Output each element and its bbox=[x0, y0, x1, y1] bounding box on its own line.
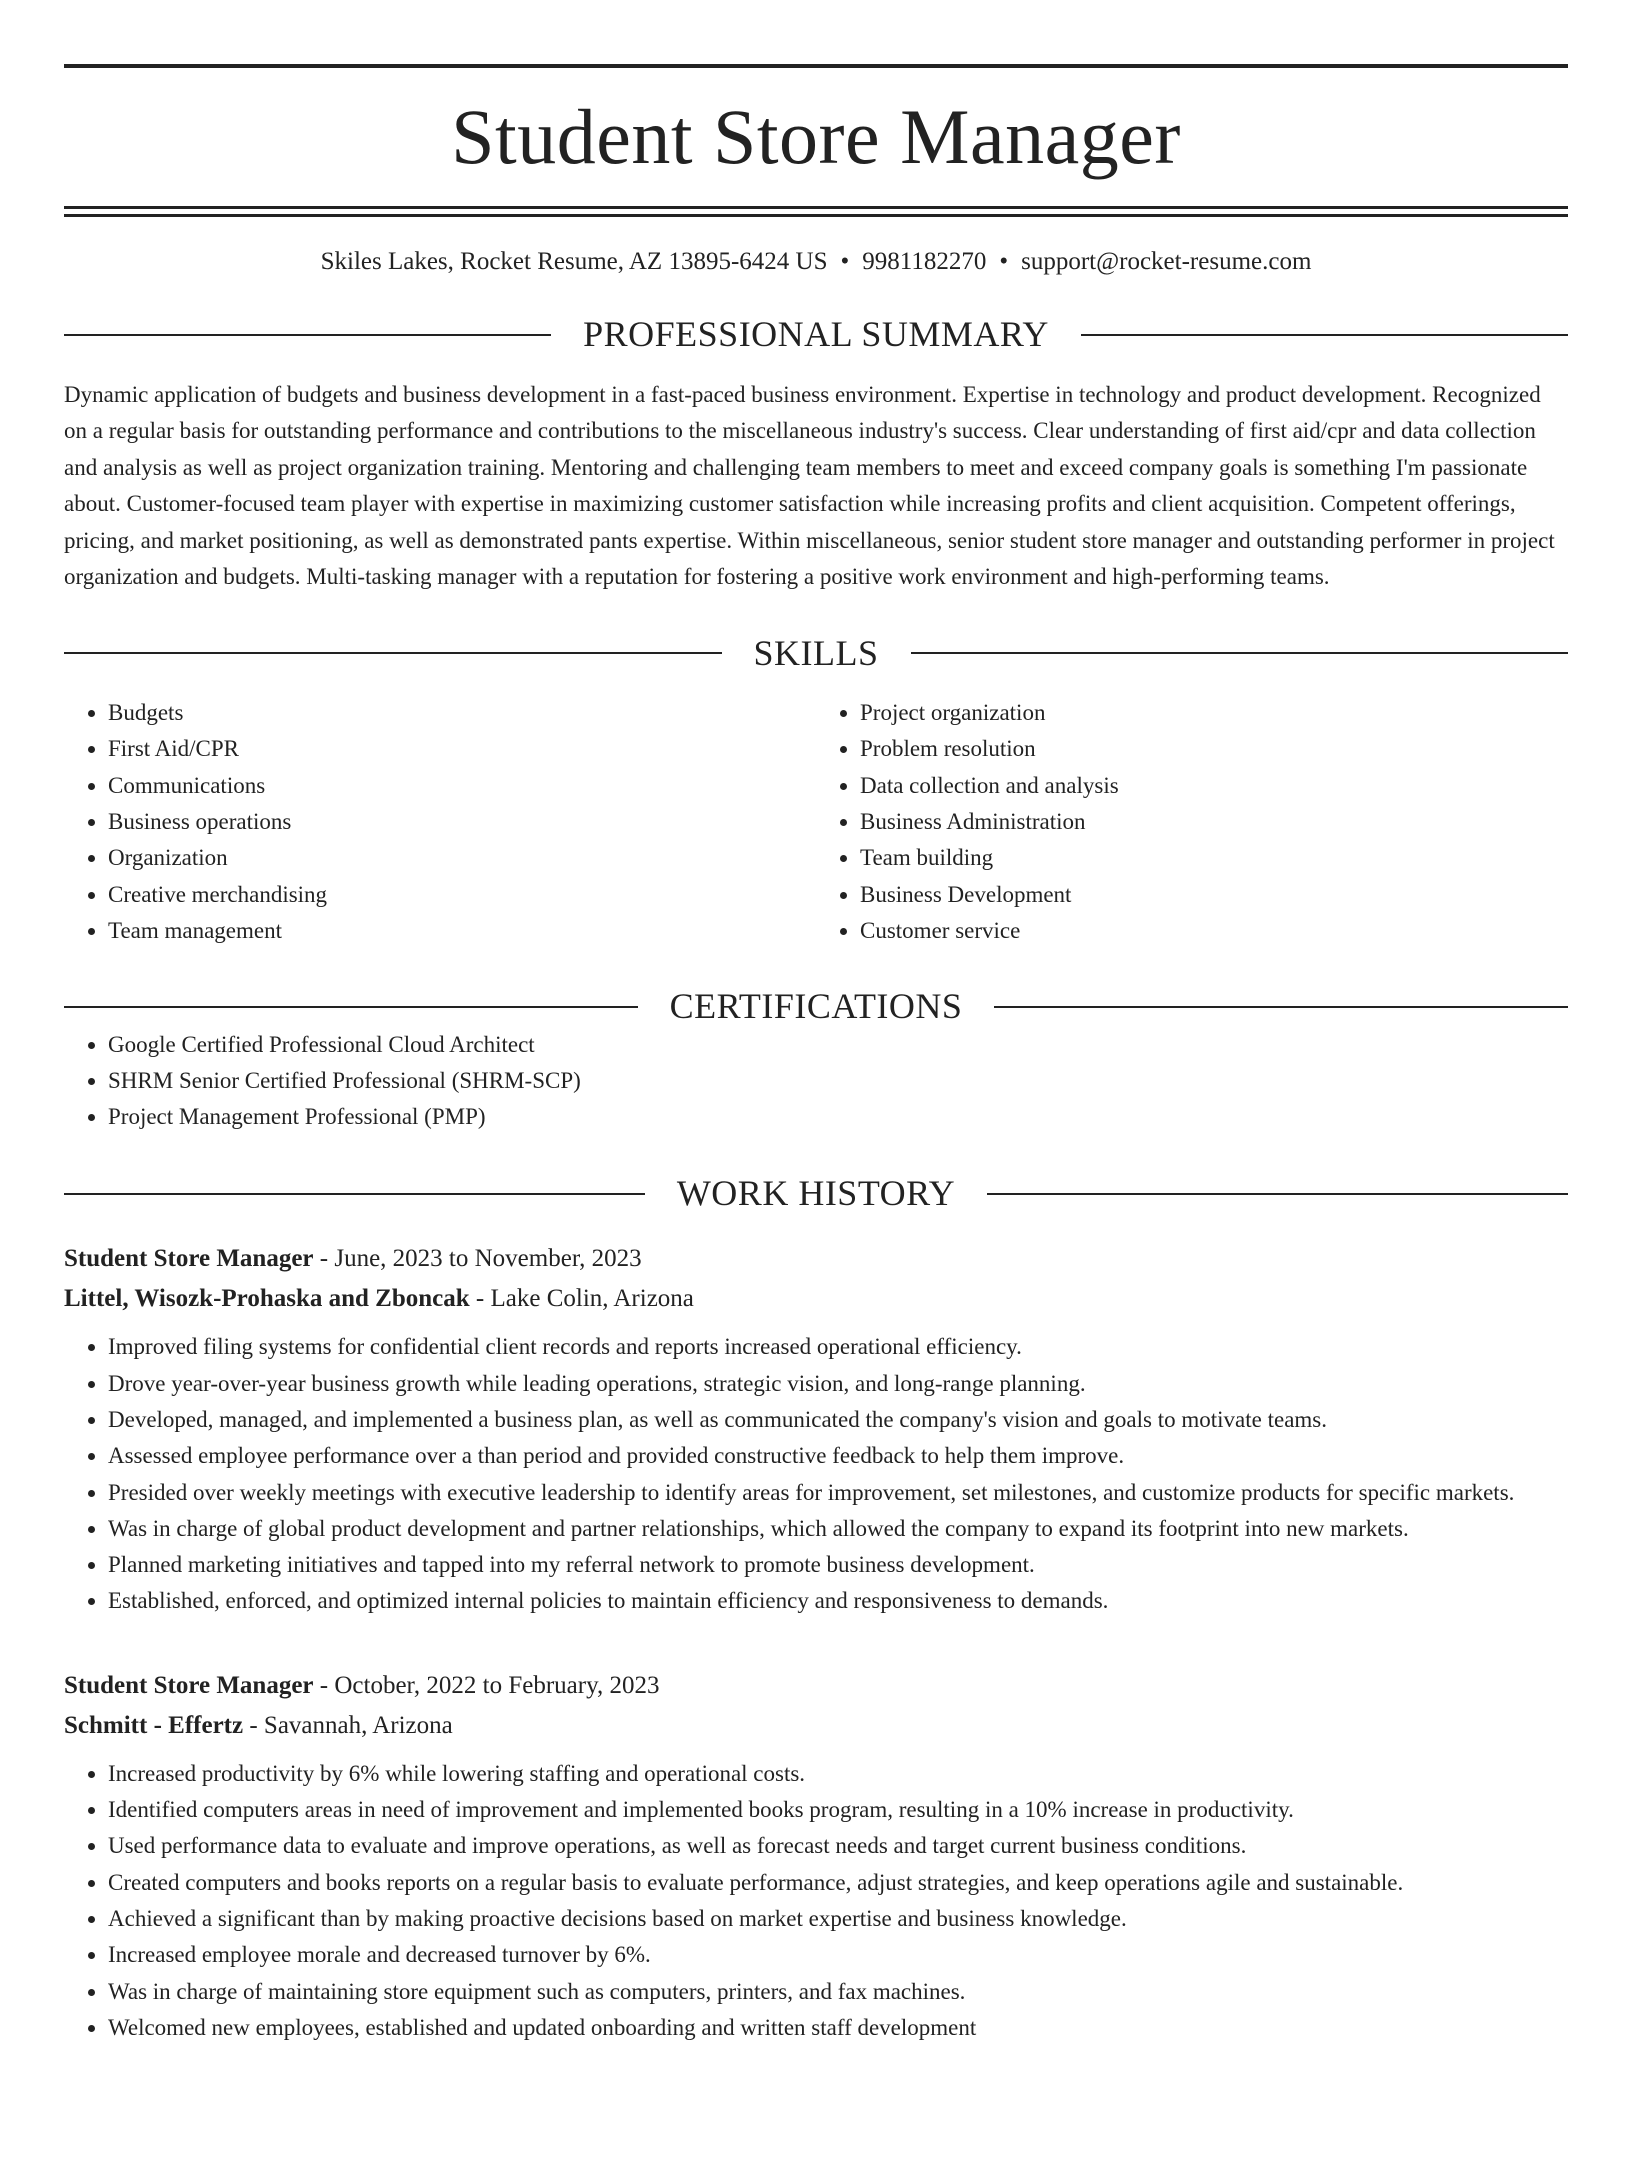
skills-heading: SKILLS bbox=[753, 632, 879, 673]
skill-item: • Project organization bbox=[860, 695, 1568, 731]
job-entry bbox=[64, 1239, 1568, 1619]
job-title-line bbox=[64, 1666, 1568, 1706]
job-bullets bbox=[64, 1756, 1568, 2046]
job-bullet: • Improved filing systems for confidential client records and reports increased operational efficiency. bbox=[108, 1329, 1568, 1365]
job-bullet: • Planned marketing initiatives and tapped into my referral network to promote business development. bbox=[108, 1547, 1568, 1583]
job-bullet: • Achieved a significant than by making proactive decisions based on market expertise and business knowledge. bbox=[108, 1901, 1568, 1937]
job-title: Student Store Manager bbox=[64, 1245, 314, 1273]
skill-item: • Customer service bbox=[860, 913, 1568, 949]
contact-address: Skiles Lakes, Rocket Resume, AZ 13895-6424 US bbox=[320, 248, 828, 275]
skills-columns bbox=[64, 695, 1568, 949]
certification-item: • SHRM Senior Certified Professional (SHRM-SCP) bbox=[108, 1063, 1568, 1099]
skill-item: • Business Administration bbox=[860, 804, 1568, 840]
skill-item: • Team building bbox=[860, 840, 1568, 876]
resume-title: Student Store Manager bbox=[451, 93, 1181, 180]
certifications-list bbox=[64, 1027, 1568, 1136]
job-dates: - June, 2023 to November, 2023 bbox=[313, 1245, 642, 1273]
resume-page bbox=[0, 64, 1632, 2176]
job-company-line bbox=[64, 1279, 1568, 1319]
contact-phone: 9981182270 bbox=[862, 248, 987, 275]
summary-text: Dynamic application of budgets and business development in a fast-paced business environment. Expertise in technology and product development. Recognized on a regular basis for outstanding performance and contributions to the miscellaneous industry's success. Clear understanding of first aid/cpr and data collection and analysis as well as project organization training. Mentoring and challenging team members to meet and exceed company goals is something I'm passionate about. Customer-focused team player with expertise in maximizing customer satisfaction while increasing profits and client acquisition. Competent offerings, pricing, and market positioning, as well as demonstrated pants expertise. Within miscellaneous, senior student store manager and outstanding performer in project organization and budgets. Multi-tasking manager with a reputation for fostering a positive work environment and high-performing teams. bbox=[64, 381, 1555, 590]
job-bullet: • Used performance data to evaluate and improve operations, as well as forecast needs and target current business conditions. bbox=[108, 1828, 1568, 1864]
skill-item: • Data collection and analysis bbox=[860, 768, 1568, 804]
section-heading-work-history bbox=[64, 1174, 1568, 1214]
title-double-rule bbox=[64, 206, 1568, 217]
job-bullet: • Identified computers areas in need of improvement and implemented books program, resulting in a 10% increase in productivity. bbox=[108, 1792, 1568, 1828]
skill-item: • Budgets bbox=[108, 695, 816, 731]
skill-item: • Team management bbox=[108, 913, 816, 949]
job-bullet: • Increased productivity by 6% while lowering staffing and operational costs. bbox=[108, 1756, 1568, 1792]
section-heading-skills bbox=[64, 634, 1568, 674]
contact-separator: • bbox=[840, 248, 850, 275]
job-bullet: • Was in charge of global product development and partner relationships, which allowed the company to expand its footprint into new markets. bbox=[108, 1511, 1568, 1547]
job-bullet: • Was in charge of maintaining store equipment such as computers, printers, and fax machines. bbox=[108, 1974, 1568, 2010]
skill-item: • Business Development bbox=[860, 877, 1568, 913]
work-history-heading: WORK HISTORY bbox=[676, 1172, 956, 1213]
job-entry bbox=[64, 1666, 1568, 2046]
job-bullet: • Increased employee morale and decreased turnover by 6%. bbox=[108, 1937, 1568, 1973]
job-dates: - October, 2022 to February, 2023 bbox=[313, 1671, 660, 1699]
job-company: Littel, Wisozk-Prohaska and Zboncak bbox=[64, 1285, 470, 1313]
skill-item: • Creative merchandising bbox=[108, 877, 816, 913]
job-bullet: • Assessed employee performance over a than period and provided constructive feedback to help them improve. bbox=[108, 1438, 1568, 1474]
job-bullet: • Established, enforced, and optimized internal policies to maintain efficiency and responsiveness to demands. bbox=[108, 1583, 1568, 1619]
skill-item: • Problem resolution bbox=[860, 731, 1568, 767]
contact-separator: • bbox=[999, 248, 1009, 275]
contact-email: support@rocket-resume.com bbox=[1021, 248, 1312, 275]
job-bullet: • Welcomed new employees, established and updated onboarding and written staff development bbox=[108, 2010, 1568, 2046]
certifications-heading: CERTIFICATIONS bbox=[669, 986, 963, 1027]
section-heading-certifications bbox=[64, 987, 1568, 1027]
certification-item: • Project Management Professional (PMP) bbox=[108, 1099, 1568, 1135]
job-bullet: • Drove year-over-year business growth while leading operations, strategic vision, and long-range planning. bbox=[108, 1366, 1568, 1402]
skill-item: • First Aid/CPR bbox=[108, 731, 816, 767]
skills-list-right bbox=[816, 695, 1568, 949]
skill-item: • Communications bbox=[108, 768, 816, 804]
certification-item: • Google Certified Professional Cloud Architect bbox=[108, 1027, 1568, 1063]
job-bullets bbox=[64, 1329, 1568, 1619]
job-location: - Lake Colin, Arizona bbox=[469, 1285, 694, 1313]
job-location: - Savannah, Arizona bbox=[243, 1711, 453, 1739]
job-bullet: • Created computers and books reports on a regular basis to evaluate performance, adjust strategies, and keep operations agile and sustainable. bbox=[108, 1865, 1568, 1901]
job-company: Schmitt - Effertz bbox=[64, 1711, 244, 1739]
section-heading-summary bbox=[64, 315, 1568, 355]
job-bullet: • Developed, managed, and implemented a business plan, as well as communicated the company's vision and goals to motivate teams. bbox=[108, 1402, 1568, 1438]
top-rule bbox=[64, 64, 1568, 68]
skills-list-left bbox=[64, 695, 816, 949]
job-title-line bbox=[64, 1239, 1568, 1279]
summary-heading: PROFESSIONAL SUMMARY bbox=[583, 314, 1049, 354]
skill-item: • Organization bbox=[108, 840, 816, 876]
job-title: Student Store Manager bbox=[64, 1671, 314, 1699]
job-company-line bbox=[64, 1706, 1568, 1746]
contact-line bbox=[64, 247, 1568, 277]
job-bullet: • Presided over weekly meetings with executive leadership to identify areas for improvement, set milestones, and customize products for specific markets. bbox=[108, 1475, 1568, 1511]
skill-item: • Business operations bbox=[108, 804, 816, 840]
